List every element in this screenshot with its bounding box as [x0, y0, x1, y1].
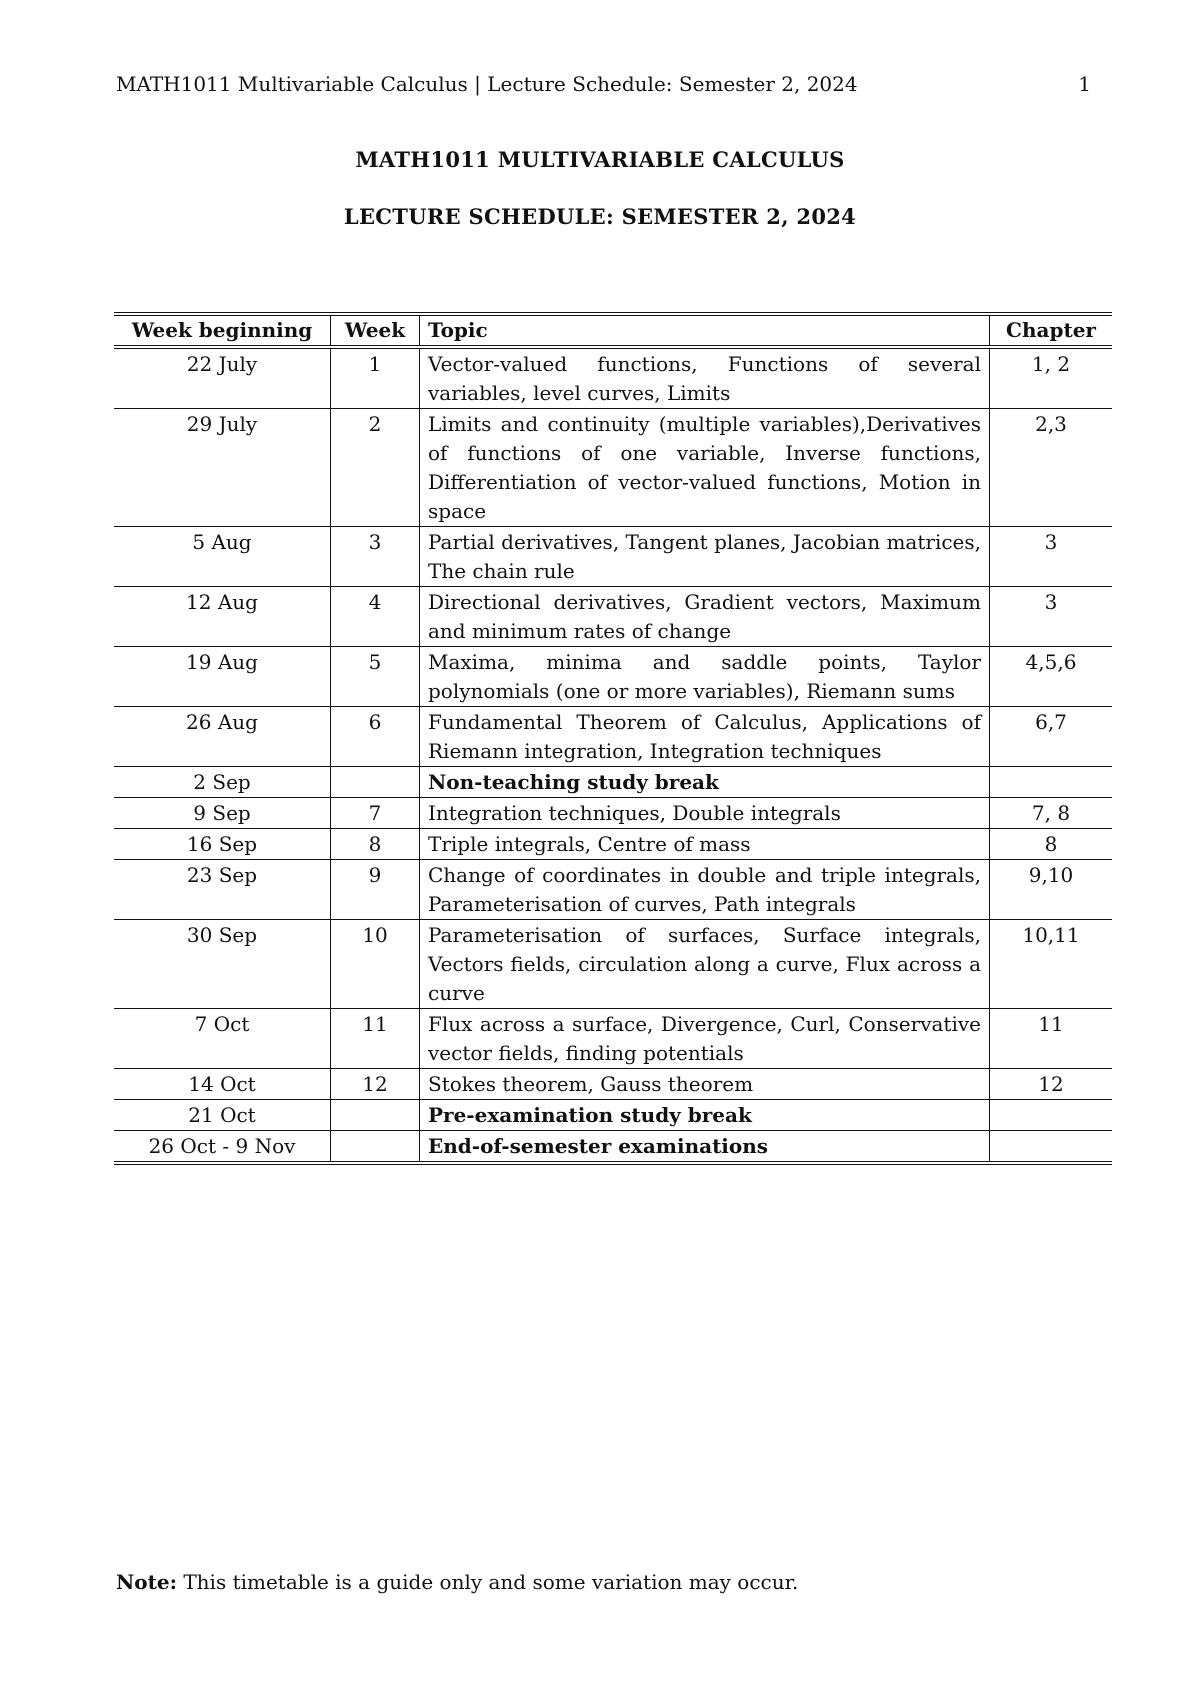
cell-week-beginning: 5 Aug — [114, 527, 331, 587]
running-title: MATH1011 Multivariable Calculus | Lecture Schedule: Semester 2, 2024 — [116, 72, 858, 96]
schedule-title: LECTURE SCHEDULE: SEMESTER 2, 2024 — [343, 204, 857, 229]
cell-week: 5 — [331, 647, 420, 707]
cell-chapter: 3 — [990, 527, 1113, 587]
cell-chapter — [990, 1131, 1113, 1164]
cell-week-beginning: 14 Oct — [114, 1069, 331, 1100]
cell-chapter: 6,7 — [990, 707, 1113, 767]
cell-week: 2 — [331, 409, 420, 527]
table-row — [114, 1069, 1112, 1100]
cell-week: 7 — [331, 798, 420, 829]
table-row — [114, 829, 1112, 860]
cell-chapter — [990, 767, 1113, 798]
cell-chapter: 3 — [990, 587, 1113, 647]
cell-topic: End-of-semester examinations — [420, 1131, 990, 1164]
cell-chapter: 8 — [990, 829, 1113, 860]
cell-week-beginning: 16 Sep — [114, 829, 331, 860]
cell-week: 8 — [331, 829, 420, 860]
cell-topic: Change of coordinates in double and triple integrals, Parameterisation of curves, Path integrals — [420, 860, 990, 920]
cell-topic: Non-teaching study break — [420, 767, 990, 798]
cell-topic: Fundamental Theorem of Calculus, Applications of Riemann integration, Integration techniques — [420, 707, 990, 767]
table-row — [114, 1009, 1112, 1069]
cell-topic: Stokes theorem, Gauss theorem — [420, 1069, 990, 1100]
cell-week-beginning: 19 Aug — [114, 647, 331, 707]
cell-week-beginning: 7 Oct — [114, 1009, 331, 1069]
note-label: Note: — [116, 1570, 177, 1594]
column-header-week: Week — [331, 314, 420, 347]
cell-week-beginning: 23 Sep — [114, 860, 331, 920]
cell-topic: Integration techniques, Double integrals — [420, 798, 990, 829]
cell-chapter: 4,5,6 — [990, 647, 1113, 707]
cell-topic: Parameterisation of surfaces, Surface integrals, Vectors fields, circulation along a curve, Flux across a curve — [420, 920, 990, 1009]
cell-week-beginning: 29 July — [114, 409, 331, 527]
cell-chapter: 11 — [990, 1009, 1113, 1069]
cell-week-beginning: 26 Oct - 9 Nov — [114, 1131, 331, 1164]
column-header-topic: Topic — [420, 314, 990, 347]
cell-chapter: 2,3 — [990, 409, 1113, 527]
table-body — [114, 347, 1112, 1163]
running-header — [116, 72, 1091, 96]
table-header-row — [114, 314, 1112, 347]
table-row — [114, 587, 1112, 647]
cell-chapter: 7, 8 — [990, 798, 1113, 829]
cell-chapter: 12 — [990, 1069, 1113, 1100]
cell-week-beginning: 21 Oct — [114, 1100, 331, 1131]
cell-week: 12 — [331, 1069, 420, 1100]
cell-topic: Pre-examination study break — [420, 1100, 990, 1131]
cell-week: 11 — [331, 1009, 420, 1069]
cell-topic: Triple integrals, Centre of mass — [420, 829, 990, 860]
column-header-chapter: Chapter — [990, 314, 1113, 347]
table-row — [114, 860, 1112, 920]
cell-week-beginning: 12 Aug — [114, 587, 331, 647]
table-row — [114, 409, 1112, 527]
column-header-week-beginning: Week beginning — [114, 314, 331, 347]
cell-week — [331, 1131, 420, 1164]
cell-topic: Directional derivatives, Gradient vectors, Maximum and minimum rates of change — [420, 587, 990, 647]
table-row — [114, 1100, 1112, 1131]
cell-week — [331, 767, 420, 798]
cell-chapter — [990, 1100, 1113, 1131]
course-title: MATH1011 MULTIVARIABLE CALCULUS — [355, 147, 845, 172]
cell-chapter: 1, 2 — [990, 347, 1113, 409]
cell-week: 3 — [331, 527, 420, 587]
table-row — [114, 527, 1112, 587]
cell-topic: Maxima, minima and saddle points, Taylor polynomials (one or more variables), Riemann sums — [420, 647, 990, 707]
cell-week-beginning: 9 Sep — [114, 798, 331, 829]
table-row — [114, 1131, 1112, 1164]
cell-topic: Partial derivatives, Tangent planes, Jacobian matrices, The chain rule — [420, 527, 990, 587]
cell-week: 10 — [331, 920, 420, 1009]
cell-week: 1 — [331, 347, 420, 409]
cell-week-beginning: 26 Aug — [114, 707, 331, 767]
cell-topic: Limits and continuity (multiple variables),Derivatives of functions of one variable, Inverse functions, Differentiation of vector-valued functions, Motion in space — [420, 409, 990, 527]
page-number: 1 — [1078, 72, 1091, 96]
table-row — [114, 647, 1112, 707]
cell-topic: Vector-valued functions, Functions of several variables, level curves, Limits — [420, 347, 990, 409]
cell-week: 9 — [331, 860, 420, 920]
cell-week — [331, 1100, 420, 1131]
table-row — [114, 920, 1112, 1009]
cell-week-beginning: 22 July — [114, 347, 331, 409]
cell-week-beginning: 30 Sep — [114, 920, 331, 1009]
cell-week-beginning: 2 Sep — [114, 767, 331, 798]
table-row — [114, 767, 1112, 798]
cell-week: 4 — [331, 587, 420, 647]
cell-chapter: 9,10 — [990, 860, 1113, 920]
table-row — [114, 347, 1112, 409]
cell-week: 6 — [331, 707, 420, 767]
footnote — [116, 1570, 798, 1594]
lecture-schedule-table — [114, 312, 1112, 1165]
cell-topic: Flux across a surface, Divergence, Curl, Conservative vector fields, finding potentials — [420, 1009, 990, 1069]
table-row — [114, 707, 1112, 767]
cell-chapter: 10,11 — [990, 920, 1113, 1009]
note-text: This timetable is a guide only and some variation may occur. — [183, 1570, 799, 1594]
table-row — [114, 798, 1112, 829]
